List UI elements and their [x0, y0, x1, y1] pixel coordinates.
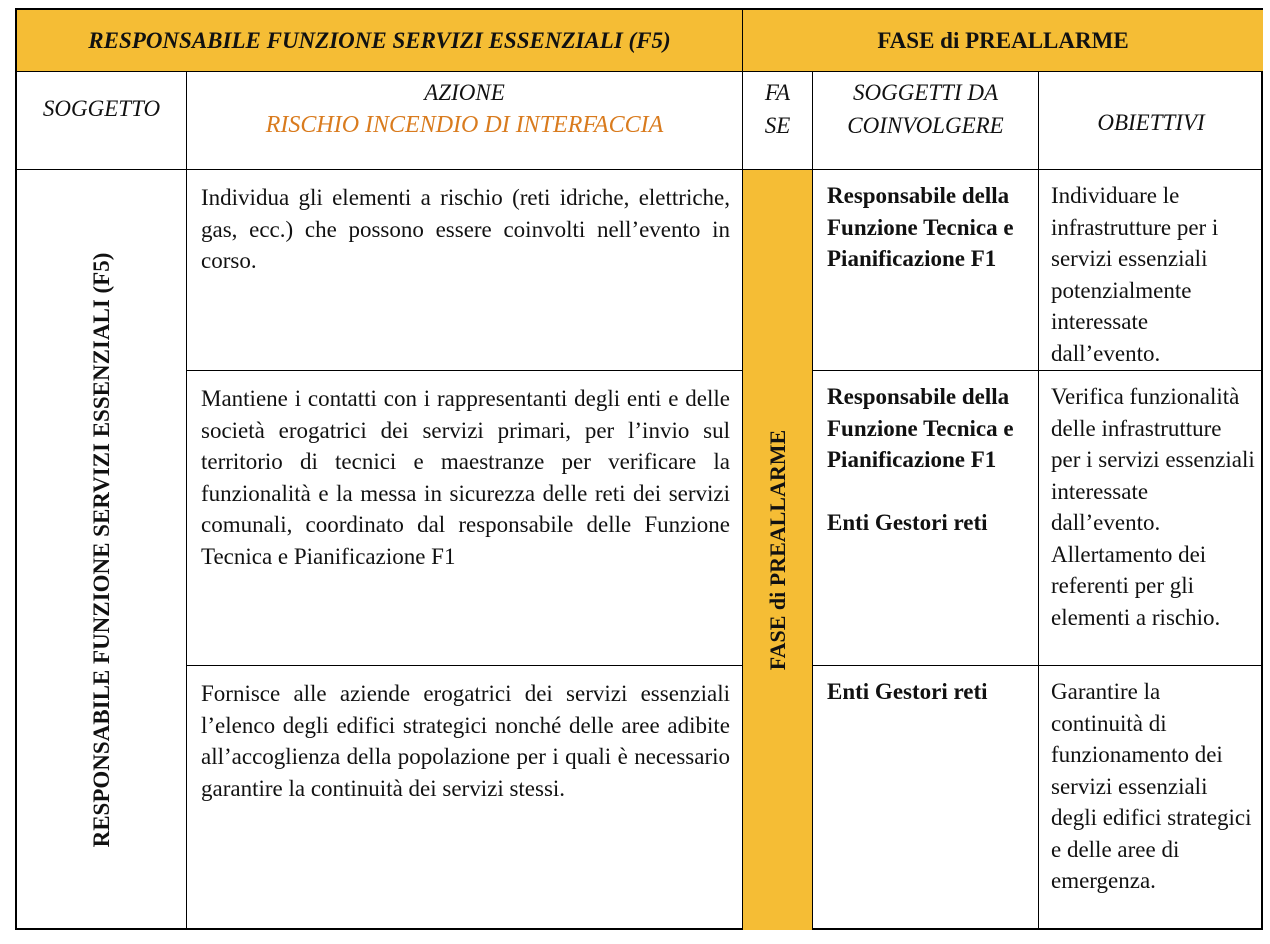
header-soggetto-label: SOGGETTO — [42, 96, 161, 121]
obiettivi-text-3: Garantire la continuità di funzionamento dei servizi essenziali degli edifici strategici e delle aree di emergenza. — [1051, 679, 1252, 893]
header-soggetti-coinvolgere — [813, 72, 1039, 170]
azione-cell-3 — [187, 666, 743, 930]
header-risk-label: RISCHIO INCENDIO DI INTERFACCIA — [265, 112, 664, 138]
obiettivi-cell-3 — [1039, 666, 1263, 930]
soggetto-vertical-label: RESPONSABILE FUNZIONE SERVIZI ESSENZIALI (F5) — [88, 252, 114, 848]
soggetti-cell-3 — [813, 666, 1039, 930]
soggetto-entry: Responsabile della Funzione Tecnica e Pianificazione F1 — [827, 183, 1014, 271]
azione-text-2: Mantiene i contatti con i rappresentanti degli enti e delle società erogatrici dei servizi primari, per l’invio sul territorio di tecnici e maestranze per verificare la funzionalità e la messa in sicurezza delle reti dei servizi comunali, coordinato dal responsabile delle Funzione Tecnica e Pianificazione F1 — [201, 386, 730, 569]
function-title-text: RESPONSABILE FUNZIONE SERVIZI ESSENZIALI (F5) — [88, 27, 671, 53]
header-soggetti-line1: SOGGETTI DA — [852, 80, 999, 105]
soggetti-cell-1 — [813, 170, 1039, 371]
obiettivi-text-2: Verifica funzionalità delle infrastrutture per i servizi essenziali interessate dall’evento. Allertamento dei referenti per gli elementi a rischio. — [1051, 384, 1255, 630]
soggetti-cell-2 — [813, 371, 1039, 666]
header-obiettivi — [1039, 72, 1263, 170]
soggetto-entry: Enti Gestori reti — [827, 510, 988, 535]
header-azione-label: AZIONE — [424, 80, 505, 105]
azione-cell-2 — [187, 371, 743, 666]
obiettivi-text-1: Individuare le infrastrutture per i servizi essenziali potenzialmente interessate dall’evento. — [1051, 183, 1219, 366]
azione-cell-1 — [187, 170, 743, 371]
spacer — [827, 476, 1028, 508]
header-fase-line1: FA — [764, 80, 791, 105]
soggetto-entry: Enti Gestori reti — [827, 679, 988, 704]
phase-title — [743, 10, 1263, 72]
header-fase-line2: SE — [764, 113, 791, 138]
azione-text-3: Fornisce alle aziende erogatrici dei servizi essenziali l’elenco degli edifici strategici nonché delle aree adibite all’accoglienza della popolazione per i quali è necessario garantire la continuità dei servizi stessi. — [201, 681, 730, 801]
soggetto-entry: Responsabile della Funzione Tecnica e Pianificazione F1 — [827, 384, 1014, 472]
header-soggetti-line2: COINVOLGERE — [847, 113, 1004, 138]
header-fase — [743, 72, 813, 170]
header-obiettivi-label: OBIETTIVI — [1097, 110, 1205, 135]
azione-text-1: Individua gli elementi a rischio (reti idriche, elettriche, gas, ecc.) che possono essere coinvolti nell’evento in corso. — [201, 185, 730, 273]
fase-vertical-label: FASE di PREALLARME — [764, 429, 790, 671]
header-soggetto — [17, 72, 187, 170]
procedure-table — [15, 8, 1263, 930]
header-azione — [187, 72, 743, 170]
obiettivi-cell-1 — [1039, 170, 1263, 371]
obiettivi-cell-2 — [1039, 371, 1263, 666]
soggetto-column — [17, 170, 187, 930]
function-title — [17, 10, 743, 72]
phase-title-text: FASE di PREALLARME — [877, 27, 1129, 53]
fase-column — [743, 170, 813, 930]
